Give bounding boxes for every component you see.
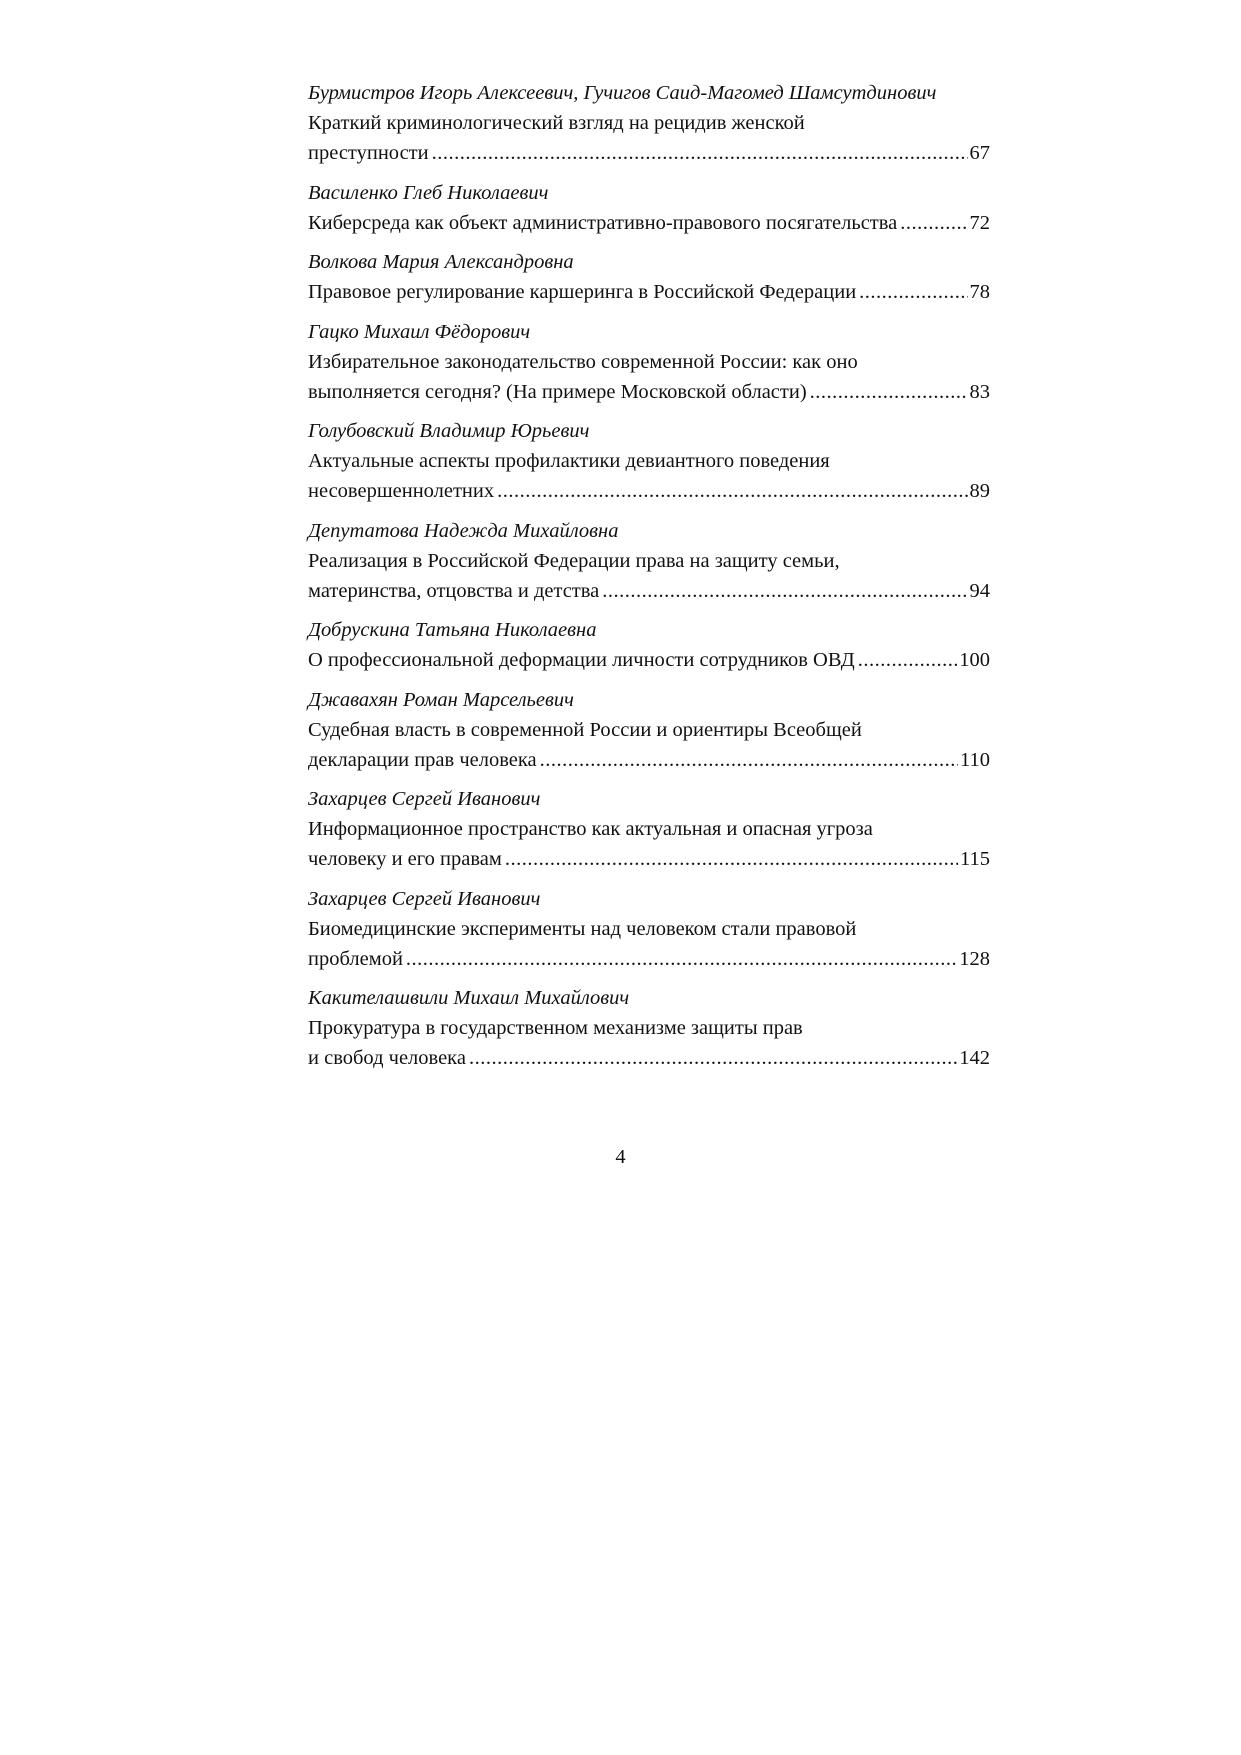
toc-entry (308, 416, 990, 506)
entry-title-text: выполняется сегодня? (На примере Московской области) (308, 380, 807, 403)
dot-leader (540, 745, 958, 775)
entry-title-text: О профессиональной деформации личности сотрудников ОВД (308, 649, 855, 671)
dot-leader (505, 844, 958, 874)
entry-title-text: несовершеннолетних (308, 480, 495, 502)
table-of-contents (308, 78, 990, 1083)
entry-author: Василенко Глеб Николаевич (308, 181, 549, 204)
entry-page-number: 128 (959, 947, 990, 970)
entry-author: Волкова Мария Александровна (308, 251, 574, 273)
entry-page-number: 110 (960, 748, 990, 771)
entry-title-line: Реализация в Российской Федерации права на защиту семьи, (308, 549, 840, 572)
entry-title-last-line (308, 645, 990, 675)
entry-title-last-line (308, 138, 990, 168)
entry-title-last-line (308, 1043, 990, 1073)
toc-entry (308, 884, 990, 974)
toc-entry (308, 516, 990, 606)
entry-title-line: Судебная власть в современной России и ориентиры Всеобщей (308, 718, 862, 741)
dot-leader (900, 208, 967, 238)
entry-page-number: 115 (960, 848, 990, 870)
entry-page-number: 94 (969, 579, 990, 602)
entry-title-last-line (308, 944, 990, 974)
entry-title-last-line (308, 844, 990, 874)
toc-entry (308, 615, 990, 675)
entry-page-number: 83 (969, 380, 990, 403)
entry-author: Добрускина Татьяна Николаевна (308, 619, 597, 641)
entry-author: Джавахян Роман Марсельевич (308, 688, 574, 711)
entry-title-line: Информационное пространство как актуальная и опасная угроза (308, 818, 873, 840)
toc-entry (308, 784, 990, 874)
entry-title-line: Краткий криминологический взгляд на рецидив женской (308, 112, 805, 134)
entry-page-number: 72 (969, 211, 990, 234)
entry-page-number: 78 (969, 281, 990, 303)
dot-leader (432, 138, 968, 168)
toc-entry (308, 178, 990, 238)
entry-title-line: Избирательное законодательство современной России: как оно (308, 350, 858, 373)
entry-page-number: 89 (969, 480, 990, 502)
dot-leader (810, 377, 968, 407)
entry-title-text: человеку и его правам (308, 848, 502, 870)
dot-leader (602, 576, 967, 606)
entry-page-number: 67 (969, 142, 990, 164)
entry-author: Захарцев Сергей Иванович (308, 788, 541, 810)
entry-title-line: Прокуратура в государственном механизме защиты прав (308, 1017, 803, 1039)
entry-title-text: проблемой (308, 947, 403, 970)
toc-entry (308, 983, 990, 1073)
entry-title-text: Правовое регулирование каршеринга в Российской Федерации (308, 281, 857, 303)
toc-entry (308, 317, 990, 407)
entry-title-text: Киберсреда как объект административно-правового посягательства (308, 211, 898, 234)
dot-leader (406, 944, 957, 974)
entry-title-last-line (308, 745, 990, 775)
dot-leader (859, 277, 967, 307)
toc-entry (308, 78, 990, 168)
entry-title-text: декларации прав человека (308, 748, 537, 771)
entry-author: Депутатова Надежда Михайловна (308, 519, 619, 542)
entry-title-text: и свобод человека (308, 1047, 466, 1069)
entry-author: Голубовский Владимир Юрьевич (308, 420, 590, 442)
entry-title-last-line (308, 208, 990, 238)
entry-author: Гацко Михаил Фёдорович (308, 320, 531, 343)
entry-page-number: 100 (959, 649, 990, 671)
entry-page-number: 142 (959, 1047, 990, 1069)
entry-title-text: материнства, отцовства и детства (308, 579, 600, 602)
toc-entry (308, 685, 990, 775)
entry-title-last-line (308, 476, 990, 506)
dot-leader (469, 1043, 957, 1073)
entry-title-text: преступности (308, 142, 429, 164)
page-number: 4 (615, 1146, 626, 1168)
entry-title-last-line (308, 277, 990, 307)
entry-title-last-line (308, 377, 990, 407)
entry-author: Бурмистров Игорь Алексеевич, Гучигов Саид-Магомед Шамсутдинович (308, 82, 937, 104)
entry-title-last-line (308, 576, 990, 606)
entry-author: Какителашвили Михаил Михайлович (308, 987, 630, 1009)
entry-author: Захарцев Сергей Иванович (308, 887, 541, 910)
dot-leader (858, 645, 958, 675)
entry-title-line: Актуальные аспекты профилактики девиантного поведения (308, 450, 830, 472)
dot-leader (497, 476, 967, 506)
toc-entry (308, 247, 990, 307)
entry-title-line: Биомедицинские эксперименты над человеком стали правовой (308, 917, 857, 940)
